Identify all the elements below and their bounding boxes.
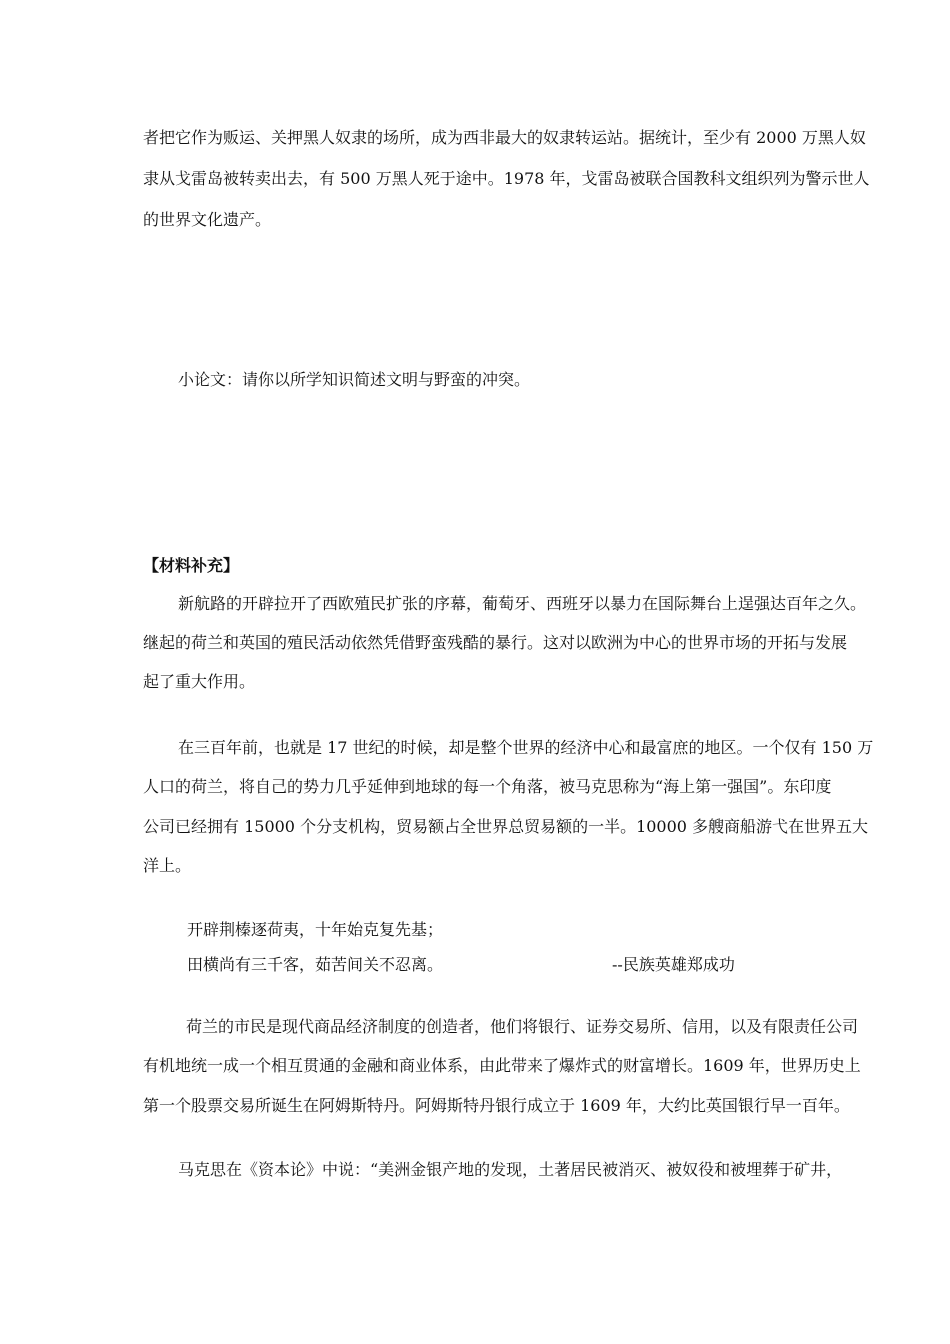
- text-line: 第一个股票交易所诞生在阿姆斯特丹。阿姆斯特丹银行成立于 1609 年，大约比英国银行早一百年。: [143, 1096, 850, 1115]
- text-line: 的世界文化遗产。: [143, 210, 272, 229]
- text-line: 隶从戈雷岛被转卖出去，有 500 万黑人死于途中。1978 年，戈雷岛被联合国教科文组织列为警示世人: [143, 169, 870, 188]
- poem-line: 田横尚有三千客，茹苦间关不忍离。: [187, 955, 444, 974]
- text-line: 继起的荷兰和英国的殖民活动依然凭借野蛮残酷的暴行。这对以欧洲为中心的世界市场的开拓与发展: [143, 633, 848, 652]
- essay-prompt: 小论文：请你以所学知识简述文明与野蛮的冲突。: [178, 370, 531, 389]
- text-line: 者把它作为贩运、关押黑人奴隶的场所，成为西非最大的奴隶转运站。据统计，至少有 2000 万黑人奴: [143, 128, 866, 147]
- text-line: 马克思在《资本论》中说：“美洲金银产地的发现，土著居民被消灭、被奴役和被埋葬于矿井，: [178, 1160, 843, 1179]
- poem-attribution: --民族英雄郑成功: [612, 955, 735, 974]
- poem-line: 开辟荆榛逐荷夷，十年始克复先基；: [187, 920, 444, 939]
- text-line: 公司已经拥有 15000 个分支机构，贸易额占全世界总贸易额的一半。10000 多艘商船游弋在世界五大: [143, 817, 869, 836]
- section-heading: 【材料补充】: [143, 556, 240, 575]
- text-line: 荷兰的市民是现代商品经济制度的创造者，他们将银行、证券交易所、信用，以及有限责任公司: [186, 1017, 859, 1036]
- text-line: 有机地统一成一个相互贯通的金融和商业体系，由此带来了爆炸式的财富增长。1609 年，世界历史上: [143, 1056, 861, 1075]
- text-line: 人口的荷兰，将自己的势力几乎延伸到地球的每一个角落，被马克思称为“海上第一强国”。东印度: [143, 777, 832, 796]
- text-line: 在三百年前，也就是 17 世纪的时候，却是整个世界的经济中心和最富庶的地区。一个仅有 150 万: [178, 738, 874, 757]
- text-line: 洋上。: [143, 856, 192, 875]
- text-line: 起了重大作用。: [143, 672, 256, 691]
- text-line: 新航路的开辟拉开了西欧殖民扩张的序幕，葡萄牙、西班牙以暴力在国际舞台上逞强达百年之久。: [178, 594, 867, 613]
